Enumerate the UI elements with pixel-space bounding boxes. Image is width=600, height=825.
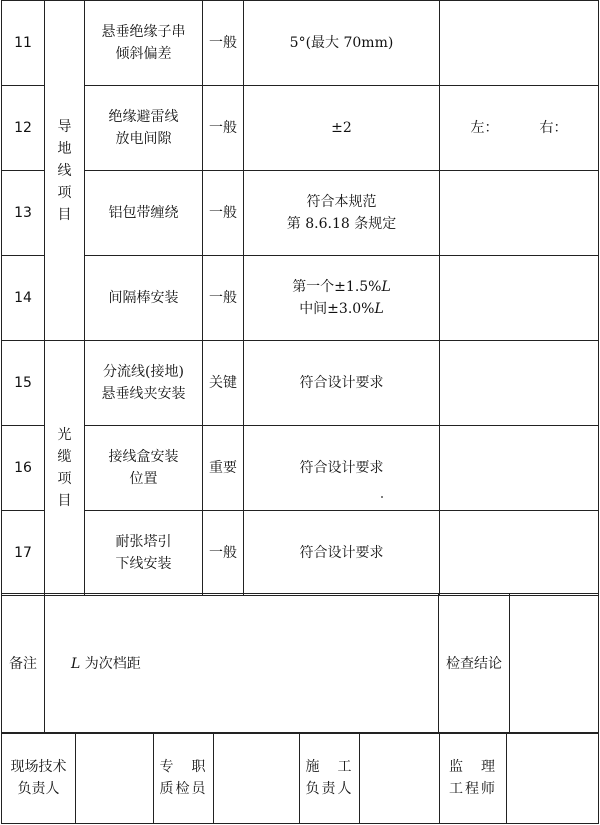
inspection-table bbox=[1, 0, 599, 596]
remark-row bbox=[2, 594, 599, 734]
remark-label: 备注 bbox=[2, 594, 45, 734]
signature-field-supervisor[interactable] bbox=[507, 733, 599, 824]
group-label-optical: 光 缆 项 目 bbox=[45, 341, 85, 596]
item-number: 17 bbox=[2, 511, 45, 596]
item-result-cell[interactable] bbox=[440, 426, 599, 511]
signature-field-quality-inspector[interactable] bbox=[214, 733, 300, 824]
table-row bbox=[2, 256, 599, 341]
item-standard: 符合设计要求 bbox=[244, 511, 440, 596]
signature-label-technical-lead: 现场技术 负责人 bbox=[2, 733, 76, 824]
item-result-cell[interactable] bbox=[440, 256, 599, 341]
item-standard: 第一个±1.5%L 中间±3.0%L bbox=[244, 256, 440, 341]
signature-field-technical-lead[interactable] bbox=[76, 733, 154, 824]
remark-table bbox=[1, 593, 599, 734]
conclusion-label: 检查结论 bbox=[439, 594, 510, 734]
item-standard: ±2 bbox=[244, 86, 440, 171]
table-row bbox=[2, 511, 599, 596]
item-standard: 符合设计要求 bbox=[244, 426, 440, 511]
item-name: 耐张塔引 下线安装 bbox=[85, 511, 203, 596]
signature-label-quality-inspector: 专 职 质检员 bbox=[154, 733, 214, 824]
scan-speck bbox=[381, 496, 383, 498]
conclusion-value-cell[interactable] bbox=[510, 594, 599, 734]
item-number: 11 bbox=[2, 1, 45, 86]
item-result-cell[interactable] bbox=[440, 511, 599, 596]
table-row bbox=[2, 341, 599, 426]
result-right-label: 右： bbox=[539, 120, 568, 136]
group-label-conductor: 导 地 线 项 目 bbox=[45, 1, 85, 341]
signature-label-supervisor: 监 理 工程师 bbox=[440, 733, 507, 824]
table-row bbox=[2, 171, 599, 256]
item-name: 间隔棒安装 bbox=[85, 256, 203, 341]
item-result-cell[interactable] bbox=[440, 341, 599, 426]
item-standard: 5°(最大 70mm) bbox=[244, 1, 440, 86]
item-name: 悬垂绝缘子串 倾斜偏差 bbox=[85, 1, 203, 86]
item-name: 分流线(接地) 悬垂线夹安装 bbox=[85, 341, 203, 426]
remark-text: L 为次档距 bbox=[45, 594, 439, 734]
item-name: 铝包带缠绕 bbox=[85, 171, 203, 256]
item-number: 15 bbox=[2, 341, 45, 426]
item-level: 一般 bbox=[203, 1, 244, 86]
item-level: 一般 bbox=[203, 256, 244, 341]
item-name: 绝缘避雷线 放电间隙 bbox=[85, 86, 203, 171]
item-result-cell[interactable] bbox=[440, 171, 599, 256]
item-number: 12 bbox=[2, 86, 45, 171]
signature-label-construction-lead: 施 工 负责人 bbox=[300, 733, 360, 824]
item-standard: 符合本规范 第 8.6.18 条规定 bbox=[244, 171, 440, 256]
table-row bbox=[2, 426, 599, 511]
item-name: 接线盒安装 位置 bbox=[85, 426, 203, 511]
table-row bbox=[2, 1, 599, 86]
item-level: 重要 bbox=[203, 426, 244, 511]
result-left-label: 左： bbox=[470, 120, 499, 136]
item-number: 14 bbox=[2, 256, 45, 341]
item-level: 一般 bbox=[203, 171, 244, 256]
item-number: 13 bbox=[2, 171, 45, 256]
item-level: 一般 bbox=[203, 86, 244, 171]
signature-table bbox=[1, 732, 599, 824]
item-level: 一般 bbox=[203, 511, 244, 596]
signature-row bbox=[2, 733, 599, 824]
item-standard: 符合设计要求 bbox=[244, 341, 440, 426]
item-number: 16 bbox=[2, 426, 45, 511]
item-result-cell[interactable] bbox=[440, 1, 599, 86]
table-row bbox=[2, 86, 599, 171]
item-result-cell[interactable] bbox=[440, 86, 599, 171]
signature-field-construction-lead[interactable] bbox=[360, 733, 440, 824]
item-level: 关键 bbox=[203, 341, 244, 426]
